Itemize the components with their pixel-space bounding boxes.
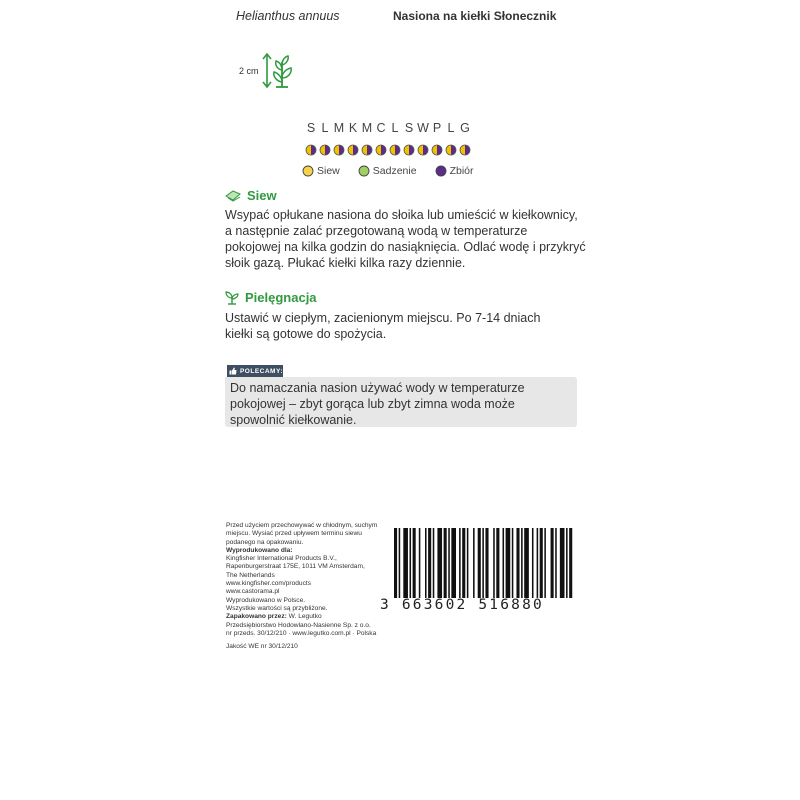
barcode-bar <box>524 528 529 598</box>
month-letter: C <box>376 121 386 135</box>
producer-label: Wyprodukowano dla: <box>226 546 293 554</box>
recommend-box: Do namaczania nasion używać wody w temperaturze pokojowej – zbyt gorąca lub zbyt zimna woda może spowolnić kiełkowanie. <box>225 377 577 427</box>
sowing-icon <box>302 165 314 177</box>
barcode-number: 3 663602 516880 <box>380 597 544 613</box>
month-letter: L <box>391 121 399 135</box>
barcode-bar <box>425 528 427 598</box>
calendar-month-marker <box>458 143 472 157</box>
fine-print: Przed użyciem przechowywać w chłodnym, suchym miejscu. Wysiać przed upływem terminu siewu podanego na opakowaniu. Wyprodukowano dla: Kingfisher International Products B.V., Rapenburgerstraat 175E, 1011 VM Amsterdam, The Netherlands www.kingfisher.com/products www.castorama.pl Wyprodukowano w Polsce. Wszystkie wartości są przybliżone. Zapakowano przez: W. Legutko Przedsiębiorstwo Hodowlano-Nasienne Sp. z o.o. nr przeds. 30/12/210 · www.legutko.com.pl · Polska Jakość WE nr 30/12/210 <box>226 522 386 651</box>
calendar-month-marker <box>332 143 346 157</box>
section-care-heading: Pielęgnacja <box>225 290 317 305</box>
barcode-bar <box>444 528 447 598</box>
month-letter: K <box>348 121 358 135</box>
recommend-tag: POLECAMY: <box>227 365 283 377</box>
month-letters <box>304 121 472 135</box>
calendar-month-marker <box>430 143 444 157</box>
barcode-bar <box>448 528 450 598</box>
barcode-bar <box>569 528 572 598</box>
barcode-bar <box>521 528 523 598</box>
barcode-bar <box>555 528 557 598</box>
seed-packet-icon <box>225 190 241 202</box>
barcode-bar <box>403 528 408 598</box>
calendar-month-marker <box>374 143 388 157</box>
thumbs-up-icon <box>229 367 237 375</box>
legend-sowing: Siew <box>302 165 340 177</box>
barcode-bar <box>419 528 421 598</box>
barcode-bar <box>506 528 511 598</box>
plant-height-icon <box>261 52 295 90</box>
month-letter: M <box>361 121 373 135</box>
month-letter: W <box>417 121 429 135</box>
barcode-bar <box>394 528 397 598</box>
month-letter: L <box>321 121 329 135</box>
month-letter: P <box>432 121 442 135</box>
month-letter: G <box>460 121 470 135</box>
barcode-bar <box>467 528 469 598</box>
barcode-bar <box>537 528 539 598</box>
month-letter: S <box>306 121 316 135</box>
legend-harvest: Zbiór <box>435 165 474 177</box>
barcode-bar <box>437 528 442 598</box>
month-letter: M <box>333 121 345 135</box>
month-letter: S <box>404 121 414 135</box>
barcode-bar <box>428 528 431 598</box>
calendar-legend <box>302 165 492 177</box>
barcode-bar <box>551 528 554 598</box>
barcode-bar <box>560 528 565 598</box>
barcode-bar <box>503 528 505 598</box>
section-care-text: Ustawić w ciepłym, zacienionym miejscu. Po 7-14 dniach kiełki są gotowe do spożycia. <box>225 311 541 341</box>
section-siew-heading: Siew <box>225 188 277 203</box>
barcode-bar <box>410 528 412 598</box>
barcode-bar <box>532 528 534 598</box>
barcode-bar <box>485 528 488 598</box>
plant-height-label: 2 cm <box>239 66 259 76</box>
calendar-month-marker <box>318 143 332 157</box>
legend-planting: Sadzenie <box>358 165 417 177</box>
barcode-bar <box>459 528 461 598</box>
barcode-image <box>394 528 574 600</box>
planting-icon <box>358 165 370 177</box>
barcode-bar <box>496 528 499 598</box>
harvest-icon <box>435 165 447 177</box>
sprout-icon <box>225 291 239 305</box>
barcode-bar <box>473 528 475 598</box>
latin-name: Helianthus annuus <box>236 9 340 23</box>
barcode-bar <box>540 528 543 598</box>
barcode-bar <box>493 528 495 598</box>
sowing-calendar <box>304 143 472 157</box>
barcode-bar <box>462 528 465 598</box>
quality-note: Jakość WE nr 30/12/210 <box>226 643 298 651</box>
calendar-month-marker <box>346 143 360 157</box>
calendar-month-marker <box>402 143 416 157</box>
barcode-bar <box>516 528 519 598</box>
barcode-bar <box>451 528 456 598</box>
calendar-month-marker <box>388 143 402 157</box>
calendar-month-marker <box>360 143 374 157</box>
barcode-bar <box>566 528 568 598</box>
storage-note: Przed użyciem przechowywać w chłodnym, suchym miejscu. Wysiać przed upływem terminu siewu podanego na opakowaniu. <box>226 522 378 546</box>
barcode-bar <box>478 528 481 598</box>
section-siew-text: Wsypać opłukane nasiona do słoika lub umieścić w kiełkownicy, a następnie zalać przegotowaną wodą w temperaturze pokojowej na kilka godzin do nasiąknięcia. Odlać wodę i przykryć słoik gazą. Płukać kiełki kilka razy dziennie. <box>225 208 586 270</box>
barcode-bar <box>399 528 401 598</box>
month-letter: L <box>447 121 455 135</box>
barcode-bar <box>433 528 435 598</box>
calendar-month-marker <box>304 143 318 157</box>
product-title: Nasiona na kiełki Słonecznik <box>393 9 557 23</box>
packer-label: Zapakowano przez: <box>226 613 287 621</box>
calendar-month-marker <box>444 143 458 157</box>
barcode-bar <box>512 528 514 598</box>
calendar-month-marker <box>416 143 430 157</box>
barcode-bar <box>482 528 484 598</box>
barcode-bar <box>544 528 546 598</box>
barcode-bar <box>413 528 416 598</box>
